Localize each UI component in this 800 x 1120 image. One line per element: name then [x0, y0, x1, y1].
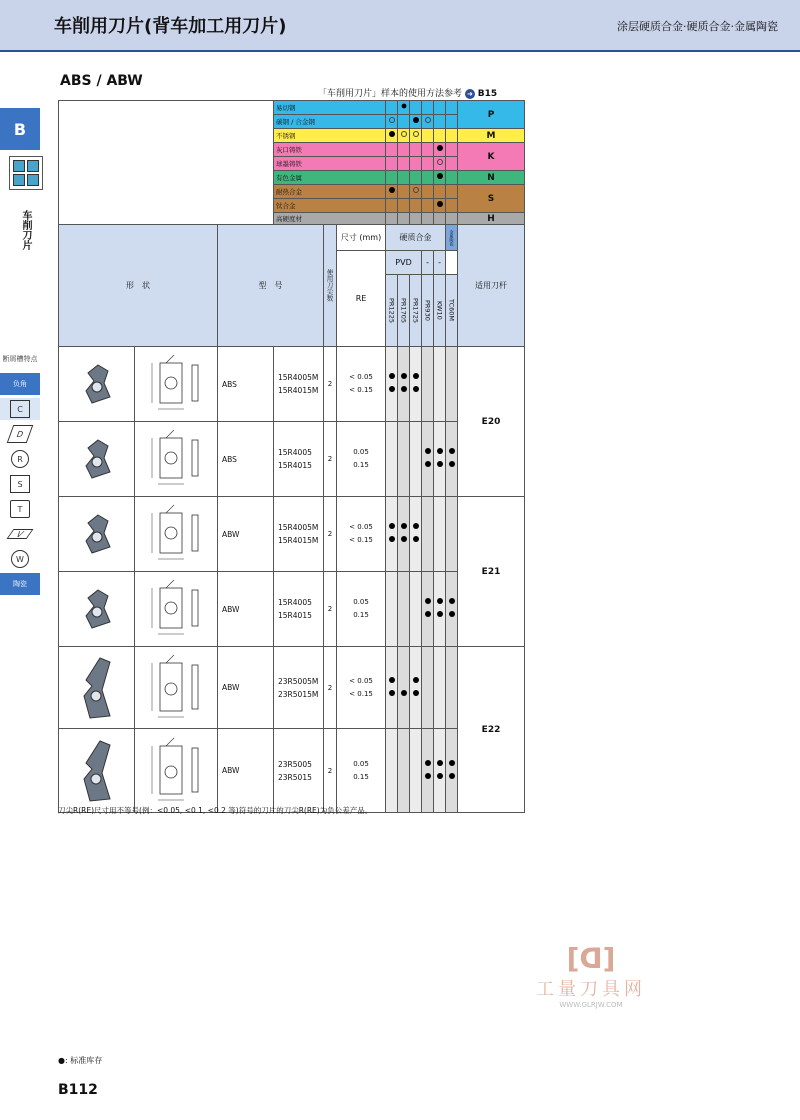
insert-family: ABS [218, 422, 274, 497]
header-carbide: 硬质合金 [386, 225, 446, 251]
stock-dot [413, 523, 419, 529]
shape-t-icon: T [10, 500, 30, 518]
re-values [337, 572, 386, 647]
table-row [59, 647, 525, 729]
edge-count: 2 [324, 647, 337, 729]
stock-dot [413, 373, 419, 379]
insert-code: 15R4005M [278, 373, 319, 382]
reference-page[interactable]: B15 [477, 89, 498, 99]
insert-drawing [135, 497, 218, 572]
stock-cell [386, 572, 398, 647]
stock-cell [410, 347, 422, 422]
insert-rows [59, 347, 525, 813]
grade-label: PR1705 [399, 298, 408, 323]
header-model: 型 号 [218, 225, 324, 347]
stock-dot [437, 773, 443, 779]
edge-count: 2 [324, 422, 337, 497]
insert-photo-icon [80, 739, 114, 803]
table-row [59, 497, 525, 572]
insert-code: 15R4005M [278, 523, 319, 532]
re-value: < 0.05 [349, 676, 373, 685]
stock-dot [425, 773, 431, 779]
stock-dot [449, 760, 455, 766]
insert-code: 15R4015 [278, 611, 312, 620]
stock-cell [386, 647, 398, 729]
stock-dot [389, 690, 395, 696]
re-value: < 0.15 [349, 689, 373, 698]
shape-w-icon: W [11, 550, 29, 568]
insert-codes [274, 422, 324, 497]
stock-cell [422, 497, 434, 572]
insert-photo-icon [80, 588, 114, 630]
material-code-h: H [458, 213, 525, 225]
insert-image [59, 647, 135, 729]
table-row [59, 422, 525, 497]
stock-dot [389, 386, 395, 392]
technical-drawing-icon [138, 578, 214, 640]
nav-shape-t[interactable] [0, 498, 40, 520]
re-value: < 0.15 [349, 536, 373, 544]
insert-drawing [135, 647, 218, 729]
re-value: 0.05 [353, 598, 369, 606]
insert-codes [274, 497, 324, 572]
stock-cell [446, 347, 458, 422]
stock-cell [434, 572, 446, 647]
table-row [59, 729, 525, 813]
shape-r-icon: R [11, 450, 29, 468]
shape-c-icon: C [10, 400, 30, 418]
stock-cell [410, 729, 422, 813]
insert-family: ABW [218, 572, 274, 647]
table-row [59, 347, 525, 422]
stock-cell [446, 647, 458, 729]
re-values [337, 647, 386, 729]
nav-shape-r[interactable] [0, 448, 40, 470]
header-size: 尺寸 (mm) [337, 225, 386, 251]
insert-code: 15R4005 [278, 448, 312, 457]
stock-cell [446, 497, 458, 572]
stock-dot [389, 677, 395, 683]
footnote: 刀尖R(RE)尺寸用不等号(例：<0.05, <0.1, <0.2 等)符号的刀片的刀尖R(RE)为负公差产品。 [58, 806, 373, 815]
stock-cell [410, 647, 422, 729]
stock-dot [425, 611, 431, 617]
stock-cell [386, 347, 398, 422]
header-dash-1: - [422, 251, 434, 275]
insert-photo-icon [80, 363, 114, 405]
insert-code: 23R5005M [278, 676, 319, 686]
stock-dot [425, 598, 431, 604]
stock-cell [410, 422, 422, 497]
header-holder: 适用刀杆 [458, 225, 525, 347]
stock-dot [449, 461, 455, 467]
insert-image [59, 497, 135, 572]
nav-ceramic[interactable]: 陶瓷 [0, 573, 40, 595]
stock-dot [437, 461, 443, 467]
legend: ●: 标准库存 [58, 1056, 103, 1065]
sidebar-nav [0, 348, 40, 598]
grade-label: TC60M [447, 299, 456, 322]
sidebar-tab-b[interactable]: B [0, 108, 40, 150]
stock-cell [398, 729, 410, 813]
nav-shape-s[interactable] [0, 473, 40, 495]
re-values [337, 347, 386, 422]
header-re: RE [337, 251, 386, 347]
stock-dot [413, 386, 419, 392]
material-blank [59, 101, 274, 225]
stock-dot [437, 760, 443, 766]
insert-code: 15R4005 [278, 598, 312, 607]
holder-cell: E22 [458, 647, 525, 813]
insert-image [59, 572, 135, 647]
stock-cell [434, 647, 446, 729]
stock-cell [434, 347, 446, 422]
stock-cell [434, 497, 446, 572]
stock-cell [398, 347, 410, 422]
technical-drawing-icon [138, 653, 214, 723]
insert-family: ABS [218, 347, 274, 422]
insert-codes [274, 572, 324, 647]
re-value: 0.15 [353, 611, 369, 619]
stock-dot [389, 373, 395, 379]
reference-note[interactable] [318, 86, 497, 99]
insert-family: ABW [218, 729, 274, 813]
stock-cell [422, 729, 434, 813]
stock-cell [398, 497, 410, 572]
material-label: 灰口铸铁 [274, 143, 386, 157]
header-pvd: PVD [386, 251, 422, 275]
insert-image [59, 729, 135, 813]
material-label: 不锈钢 [274, 129, 386, 143]
insert-codes [274, 729, 324, 813]
insert-code: 15R4015M [278, 536, 319, 545]
edge-count: 2 [324, 572, 337, 647]
insert-table [58, 100, 525, 813]
sidebar-vertical-label: 车削刀片 [20, 210, 31, 250]
section-title: ABS / ABW [60, 73, 143, 89]
top-header-bar [0, 0, 800, 52]
reference-text: 「车削用刀片」样本的使用方法参考 [318, 89, 463, 99]
insert-code: 23R5015 [278, 772, 312, 782]
stock-dot [401, 386, 407, 392]
stock-cell [434, 729, 446, 813]
stock-dot [425, 760, 431, 766]
page-title: 车削用刀片(背车加工用刀片) [54, 16, 287, 37]
watermark [536, 942, 646, 1009]
nav-chipbreaker-features[interactable]: 断屑槽特点 [2, 355, 38, 363]
re-values [337, 729, 386, 813]
shape-d-icon: D [7, 425, 34, 443]
stock-cell [422, 347, 434, 422]
stock-dot [437, 448, 443, 454]
grade-label: PR1725 [411, 298, 420, 323]
material-code-n: N [458, 171, 525, 185]
insert-image [59, 422, 135, 497]
insert-code: 23R5005 [278, 759, 312, 769]
material-label: 球墨铸铁 [274, 157, 386, 171]
stock-dot [449, 773, 455, 779]
stock-cell [398, 647, 410, 729]
stock-dot [413, 677, 419, 683]
material-label: 碳钢 / 合金钢 [274, 115, 386, 129]
re-value: 0.05 [353, 759, 369, 768]
stock-dot [425, 461, 431, 467]
stock-dot [401, 690, 407, 696]
insert-category-icon [9, 156, 43, 190]
material-label: 钛合金 [274, 199, 386, 213]
stock-dot [401, 536, 407, 542]
stock-cell [446, 729, 458, 813]
technical-drawing-icon [138, 428, 214, 490]
technical-drawing-icon [138, 736, 214, 806]
insert-photo-icon [80, 438, 114, 480]
watermark-logo-icon: [ᗡ] [566, 942, 616, 975]
material-code-m: M [458, 129, 525, 143]
insert-image [59, 347, 135, 422]
stock-dot [389, 536, 395, 542]
table-row [59, 572, 525, 647]
insert-family: ABW [218, 497, 274, 572]
stock-dot [437, 598, 443, 604]
stock-cell [422, 647, 434, 729]
stock-cell [398, 422, 410, 497]
stock-dot [389, 523, 395, 529]
edge-count: 2 [324, 347, 337, 422]
arrow-right-icon: ➜ [465, 89, 475, 99]
material-code-p: P [458, 101, 525, 129]
re-value: < 0.05 [349, 373, 373, 381]
technical-drawing-icon [138, 353, 214, 415]
stock-dot [401, 523, 407, 529]
insert-family: ABW [218, 647, 274, 729]
stock-dot [437, 611, 443, 617]
re-value: < 0.15 [349, 386, 373, 394]
insert-code: 23R5015M [278, 689, 319, 699]
material-code-s: S [458, 185, 525, 213]
header-shape: 形 状 [59, 225, 218, 347]
header-dash-2: - [434, 251, 446, 275]
insert-photo-icon [80, 656, 114, 720]
grade-label: PR1225 [387, 298, 396, 323]
stock-dot [449, 448, 455, 454]
insert-drawing [135, 422, 218, 497]
material-label: 耐热合金 [274, 185, 386, 199]
holder-cell: E21 [458, 497, 525, 647]
stock-dot [413, 536, 419, 542]
insert-drawing [135, 729, 218, 813]
stock-cell [410, 572, 422, 647]
stock-cell [410, 497, 422, 572]
nav-negative[interactable]: 负角 [0, 373, 40, 395]
watermark-text: 工量刀具网 [536, 979, 646, 1000]
stock-cell [422, 572, 434, 647]
holder-cell: E20 [458, 347, 525, 497]
stock-dot [425, 448, 431, 454]
stock-cell [446, 422, 458, 497]
edge-count: 2 [324, 497, 337, 572]
re-values [337, 497, 386, 572]
material-label: 有色金属 [274, 171, 386, 185]
insert-drawing [135, 572, 218, 647]
stock-cell [386, 729, 398, 813]
header-category: 涂层硬质合金·硬质合金·金属陶瓷 [617, 20, 778, 33]
stock-cell [398, 572, 410, 647]
re-value: 0.05 [353, 448, 369, 456]
stock-cell [386, 422, 398, 497]
stock-dot [449, 611, 455, 617]
nav-shape-c[interactable] [0, 398, 40, 420]
page-number: B112 [58, 1082, 98, 1098]
stock-dot [449, 598, 455, 604]
technical-drawing-icon [138, 503, 214, 565]
grade-label: KW10 [435, 301, 444, 320]
header-cermet: 金属陶瓷 [449, 229, 455, 246]
header-edges: 使用刀尖数 [325, 269, 334, 302]
re-value: 0.15 [353, 772, 369, 781]
insert-codes [274, 647, 324, 729]
edge-count: 2 [324, 729, 337, 813]
stock-cell [434, 422, 446, 497]
insert-codes [274, 347, 324, 422]
material-code-k: K [458, 143, 525, 171]
re-value: 0.15 [353, 461, 369, 469]
material-label: 易切钢 [274, 101, 386, 115]
insert-code: 15R4015M [278, 386, 319, 395]
stock-cell [446, 572, 458, 647]
re-values [337, 422, 386, 497]
stock-dot [401, 373, 407, 379]
nav-shape-v[interactable] [0, 523, 40, 545]
insert-code: 15R4015 [278, 461, 312, 470]
stock-dot [413, 690, 419, 696]
stock-cell [422, 422, 434, 497]
material-label: 高硬度材 [274, 213, 386, 225]
shape-v-icon: V [6, 529, 33, 539]
nav-shape-w[interactable] [0, 548, 40, 570]
insert-photo-icon [80, 513, 114, 555]
re-value: < 0.05 [349, 523, 373, 531]
stock-cell [386, 497, 398, 572]
shape-s-icon: S [10, 475, 30, 493]
watermark-url: WWW.GLRJW.COM [559, 1001, 623, 1009]
nav-shape-d[interactable] [0, 423, 40, 445]
insert-drawing [135, 347, 218, 422]
grade-label: PR930 [423, 300, 432, 321]
